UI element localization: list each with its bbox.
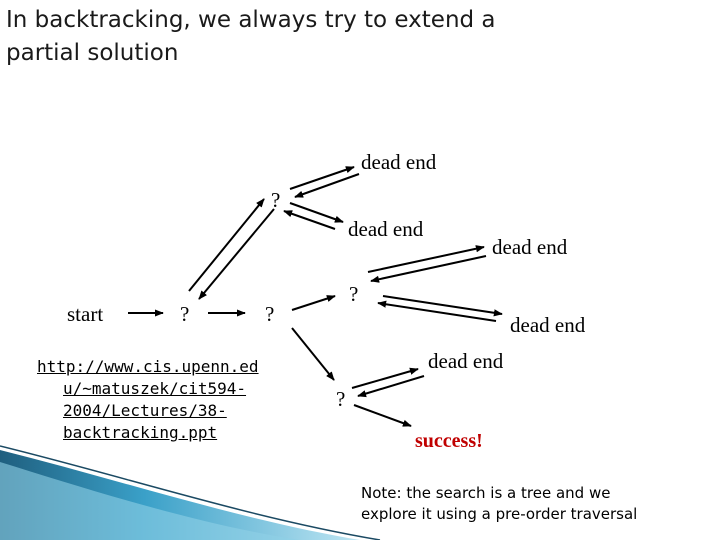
node-success: success!	[415, 430, 483, 452]
edge-qmid-dead4-forward	[383, 296, 502, 314]
edge-qtop-dead1-back	[295, 174, 359, 197]
node-q1: ?	[180, 302, 190, 326]
node-dead-end-1: dead end	[361, 150, 437, 174]
node-q-mid: ?	[349, 282, 359, 306]
link-line-3: 2004/Lectures/38-	[63, 401, 227, 420]
node-start: start	[67, 302, 104, 326]
edge-q1-qtop-back	[199, 209, 274, 299]
note-line-2: explore it using a pre-order traversal	[361, 505, 638, 523]
title-line-2: partial solution	[6, 40, 179, 66]
note-line-1: Note: the search is a tree and we	[361, 484, 611, 502]
link-line-2: u/~matuszek/cit594-	[63, 379, 247, 398]
edge-qtop-dead2-forward	[290, 203, 343, 222]
footnote	[361, 483, 716, 525]
node-q2: ?	[265, 302, 275, 326]
node-dead-end-5: dead end	[428, 349, 504, 373]
edge-qbottom-success	[354, 405, 411, 426]
link-line-1: http://www.cis.upenn.ed	[37, 357, 259, 376]
edge-qtop-dead2-back	[284, 211, 335, 229]
edge-qtop-dead1-forward	[290, 167, 354, 189]
node-dead-end-3: dead end	[492, 235, 568, 259]
link-line-4: backtracking.ppt	[63, 423, 218, 442]
decorative-swoosh	[0, 440, 400, 540]
edge-qbottom-dead5-forward	[352, 369, 418, 388]
edge-q1-qtop-forward	[189, 199, 264, 291]
edge-q2-qbottom	[292, 328, 334, 380]
edge-qmid-dead4-back	[378, 303, 496, 321]
edge-qbottom-dead5-back	[358, 376, 424, 396]
node-dead-end-2: dead end	[348, 217, 424, 241]
node-dead-end-4: dead end	[510, 313, 586, 337]
edge-q2-qmid	[292, 296, 335, 310]
title-line-1: In backtracking, we always try to extend a	[6, 7, 496, 33]
node-q-top: ?	[271, 188, 281, 212]
source-link[interactable]	[37, 356, 297, 444]
node-q-bottom: ?	[336, 387, 346, 411]
